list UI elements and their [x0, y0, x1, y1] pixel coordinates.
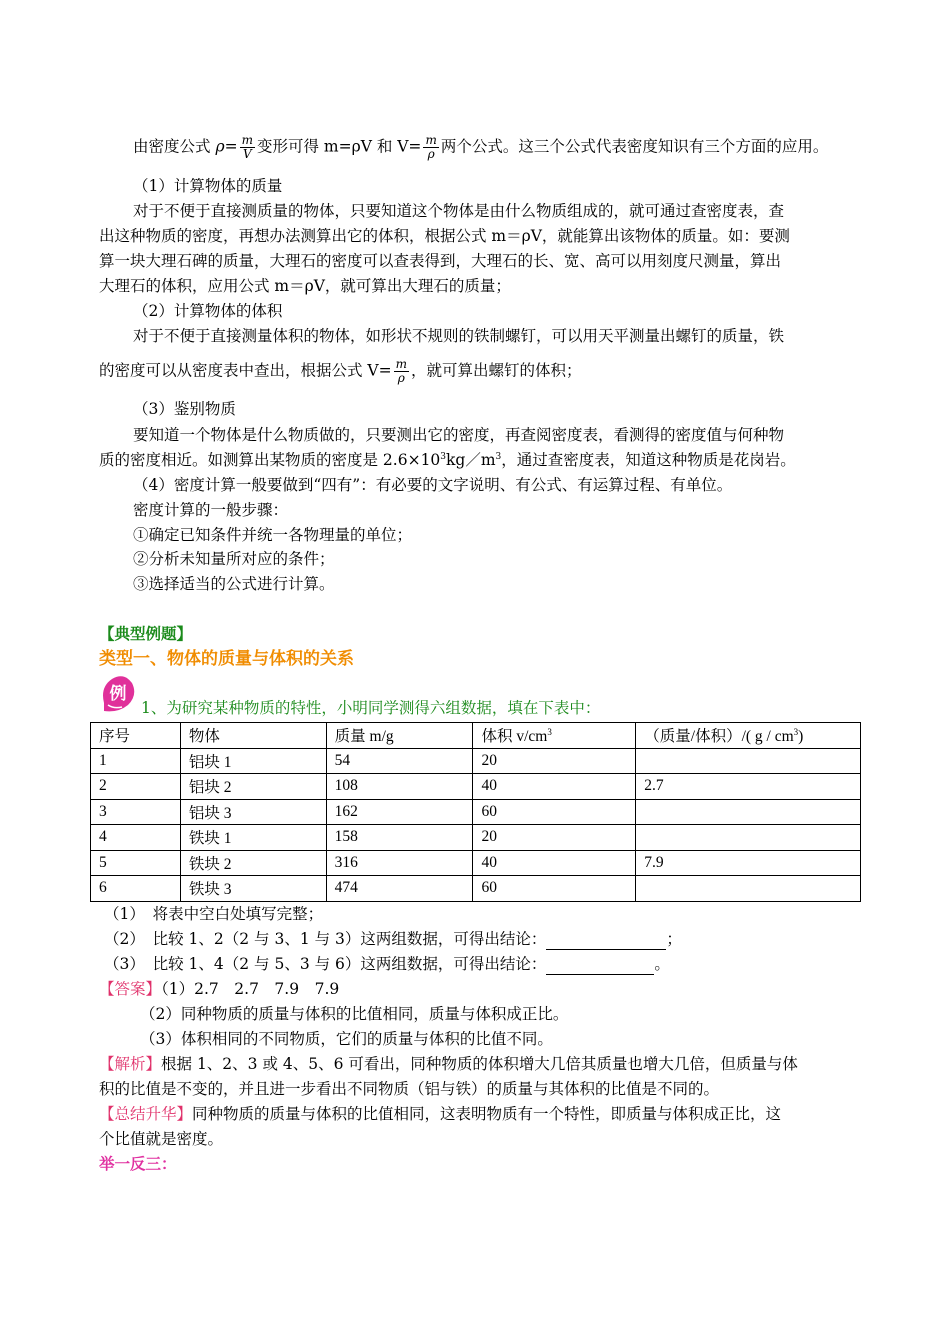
- volume-fraction: [423, 134, 438, 161]
- step-3: ③选择适当的公式进行计算。: [133, 575, 335, 593]
- steps-title: 密度计算的一般步骤：: [133, 501, 289, 519]
- section-3-text-c: ，通过查密度表，知道这种物质是花岗岩。: [501, 451, 796, 469]
- data-table: [90, 722, 861, 902]
- table-cell: 54: [326, 748, 473, 774]
- question-1: （1） 将表中空白处填写完整；: [104, 905, 324, 923]
- section-2-line-1: 对于不便于直接测量体积的物体，如形状不规则的铁制螺钉，可以用天平测量出螺钉的质量，铁: [133, 327, 785, 345]
- examples-header: 【典型例题】: [99, 624, 193, 643]
- summary-label: 【总结升华】: [99, 1105, 193, 1123]
- header-text: 体积 v/cm: [481, 728, 548, 746]
- table-cell: 20: [473, 825, 636, 851]
- superscript: 3: [495, 451, 502, 462]
- table-cell: 316: [326, 850, 473, 876]
- table-cell: 7.9: [636, 850, 861, 876]
- table-cell: [636, 748, 861, 774]
- analysis-label: 【解析】: [99, 1055, 162, 1073]
- volume-fraction: [394, 358, 409, 385]
- section-1-line-3: 算一块大理石碑的质量，大理石的密度可以查表得到，大理石的长、宽、高可以用刻度尺测量，算出: [99, 252, 782, 270]
- answer-text: （1）2.7 2.7 7.9 7.9: [161, 980, 340, 998]
- table-cell: 铁块 1: [180, 825, 326, 851]
- header-text: ): [798, 728, 804, 746]
- section-2-text-a: 的密度可以从密度表中查出，根据公式 V=: [99, 361, 392, 380]
- table-cell: 1: [91, 748, 181, 774]
- intro-paragraph: [133, 134, 828, 161]
- table-row: [91, 748, 861, 774]
- fraction-denominator: V: [242, 147, 252, 161]
- table-row: [91, 825, 861, 851]
- table-cell: 60: [473, 799, 636, 825]
- analysis-line-1: [99, 1053, 798, 1075]
- summary-text: 同种物质的质量与体积的比值相同，这表明物质有一个特性，即质量与体积成正比，这: [192, 1105, 782, 1123]
- section-2-text-b: ，就可算出螺钉的体积；: [411, 361, 582, 380]
- question-3-text: （3） 比较 1、4（2 与 5、3 与 6）这两组数据，可得出结论：: [104, 955, 547, 973]
- table-cell: 4: [91, 825, 181, 851]
- fraction-numerator: m: [395, 357, 407, 371]
- table-cell: 20: [473, 748, 636, 774]
- table-cell: 60: [473, 876, 636, 902]
- section-3-text-b: kg／m: [446, 451, 496, 469]
- badge-character: 例: [109, 684, 127, 704]
- table-cell: 3: [91, 799, 181, 825]
- question-3-end: 。: [654, 955, 670, 973]
- answer-blank[interactable]: [546, 933, 666, 950]
- analysis-text: 根据 1、2、3 或 4、5、6 可看出，同种物质的体积增大几倍其质量也增大几倍，但质量与体: [161, 1055, 798, 1073]
- question-2-end: ；: [666, 930, 682, 948]
- table-row: [91, 799, 861, 825]
- table-cell: 108: [326, 774, 473, 800]
- table-cell: 5: [91, 850, 181, 876]
- table-cell: 474: [326, 876, 473, 902]
- question-3: [104, 953, 670, 975]
- table-cell: 6: [91, 876, 181, 902]
- fraction-numerator: m: [241, 133, 253, 147]
- section-1-line-2: 出这种物质的密度，再想办法测算出它的体积，根据公式 m＝ρV，就能算出该物体的质量。如：要测: [99, 227, 790, 245]
- section-1-line-1: 对于不便于直接测质量的物体，只要知道这个物体是由什么物质组成的，就可通过查密度表，查: [133, 202, 785, 220]
- table-row: [91, 774, 861, 800]
- table-cell: 铝块 3: [180, 799, 326, 825]
- practice-label: 举一反三：: [99, 1154, 177, 1173]
- intro-text-b: 变形可得 m=ρV 和 V=: [256, 137, 422, 156]
- fraction-denominator: ρ: [427, 147, 435, 161]
- header-cell: 物体: [180, 723, 326, 749]
- equals-sign: =: [224, 137, 238, 156]
- density-fraction: [240, 134, 255, 161]
- answer-blank[interactable]: [546, 958, 654, 975]
- section-3-text-a: 质的密度相近。如测算出某物质的密度是 2.6×10: [99, 451, 441, 469]
- table-cell: [636, 876, 861, 902]
- section-1-line-4: 大理石的体积，应用公式 m＝ρV，就可算出大理石的质量；: [99, 277, 511, 295]
- summary-line-1: [99, 1103, 781, 1125]
- table-cell: 158: [326, 825, 473, 851]
- intro-text-a: 由密度公式: [133, 137, 211, 156]
- table-cell: [636, 799, 861, 825]
- superscript: 3: [440, 451, 447, 462]
- header-text: （质量/体积）/( g / cm: [644, 728, 794, 746]
- section-4-title: （4）密度计算一般要做到“四有”：有必要的文字说明、有公式、有运算过程、有单位。: [133, 476, 733, 494]
- rho-symbol: ρ: [215, 137, 225, 156]
- example-question: 1、为研究某种物质的特性，小明同学测得六组数据，填在下表中：: [141, 699, 601, 717]
- table-cell: 2.7: [636, 774, 861, 800]
- table-cell: 铁块 2: [180, 850, 326, 876]
- section-3-title: （3）鉴别物质: [133, 400, 236, 418]
- answer-line-3: （3）体积相同的不同物质，它们的质量与体积的比值不同。: [140, 1030, 553, 1048]
- header-cell: [473, 723, 636, 749]
- analysis-line-2: 积的比值是不变的，并且进一步看出不同物质（铝与铁）的质量与其体积的比值是不同的。: [99, 1080, 720, 1098]
- table-cell: 铝块 2: [180, 774, 326, 800]
- section-3-line-1: 要知道一个物体是什么物质做的，只要测出它的密度，再查阅密度表，看测得的密度值与何种物: [133, 426, 785, 444]
- answer-label: 【答案】: [99, 980, 162, 998]
- table-header-row: [91, 723, 861, 749]
- answer-line-2: （2）同种物质的质量与体积的比值相同，质量与体积成正比。: [140, 1005, 569, 1023]
- header-cell: [636, 723, 861, 749]
- question-2: [104, 928, 682, 950]
- section-2-title: （2）计算物体的体积: [133, 302, 283, 320]
- table-cell: 铁块 3: [180, 876, 326, 902]
- table-cell: 2: [91, 774, 181, 800]
- step-2: ②分析未知量所对应的条件；: [133, 550, 335, 568]
- example-badge-icon: [98, 673, 138, 713]
- answer-line-1: [99, 978, 339, 1000]
- table-cell: [636, 825, 861, 851]
- table-cell: 162: [326, 799, 473, 825]
- type-title: 类型一、物体的质量与体积的关系: [99, 649, 354, 669]
- table-row: [91, 850, 861, 876]
- header-cell: 质量 m/g: [326, 723, 473, 749]
- superscript: 3: [547, 727, 552, 738]
- question-2-text: （2） 比较 1、2（2 与 3、1 与 3）这两组数据，可得出结论：: [104, 930, 547, 948]
- section-2-line-2: [99, 358, 582, 385]
- superscript: 3: [793, 727, 799, 738]
- fraction-numerator: m: [425, 133, 437, 147]
- section-3-line-2: [99, 449, 796, 471]
- table-cell: 40: [473, 774, 636, 800]
- table-cell: 铝块 1: [180, 748, 326, 774]
- section-1-title: （1）计算物体的质量: [133, 177, 283, 195]
- intro-text-c: 两个公式。这三个公式代表密度知识有三个方面的应用。: [440, 137, 829, 156]
- fraction-denominator: ρ: [397, 371, 405, 385]
- step-1: ①确定已知条件并统一各物理量的单位；: [133, 526, 413, 544]
- table-cell: 40: [473, 850, 636, 876]
- summary-line-2: 个比值就是密度。: [99, 1130, 224, 1148]
- table-row: [91, 876, 861, 902]
- header-cell: 序号: [91, 723, 181, 749]
